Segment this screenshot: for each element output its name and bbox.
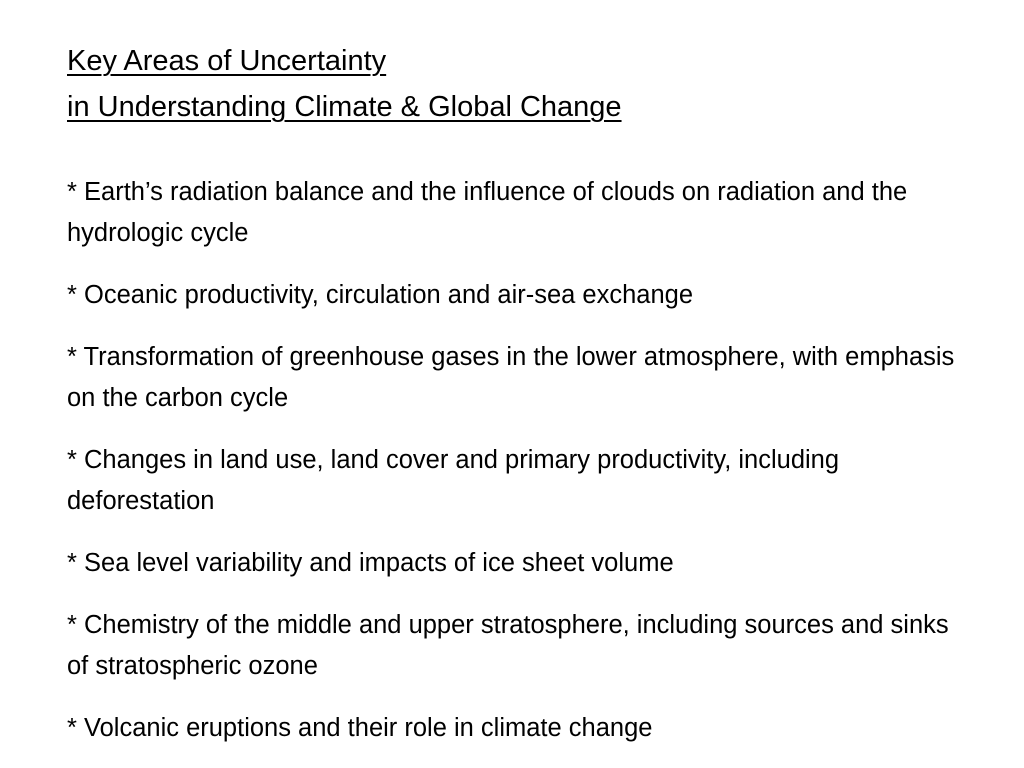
list-item: * Sea level variability and impacts of ice sheet volume: [67, 549, 674, 577]
title-line-1: Key Areas of Uncertainty: [67, 45, 387, 77]
title-line-2: in Understanding Climate & Global Change: [67, 91, 622, 123]
list-item: * Earth’s radiation balance and the influence of clouds on radiation and the hydrologic cycle: [67, 178, 908, 247]
list-item: * Transformation of greenhouse gases in the lower atmosphere, with emphasis on the carbon cycle: [67, 343, 955, 412]
uncertainty-list: [67, 172, 984, 749]
list-item: * Volcanic eruptions and their role in climate change: [67, 714, 653, 742]
list-item: * Changes in land use, land cover and primary productivity, including deforestation: [67, 446, 840, 515]
list-item: * Oceanic productivity, circulation and air-sea exchange: [67, 281, 694, 309]
list-item: * Chemistry of the middle and upper stratosphere, including sources and sinks of stratospheric ozone: [67, 611, 949, 680]
slide-title: [67, 38, 984, 130]
